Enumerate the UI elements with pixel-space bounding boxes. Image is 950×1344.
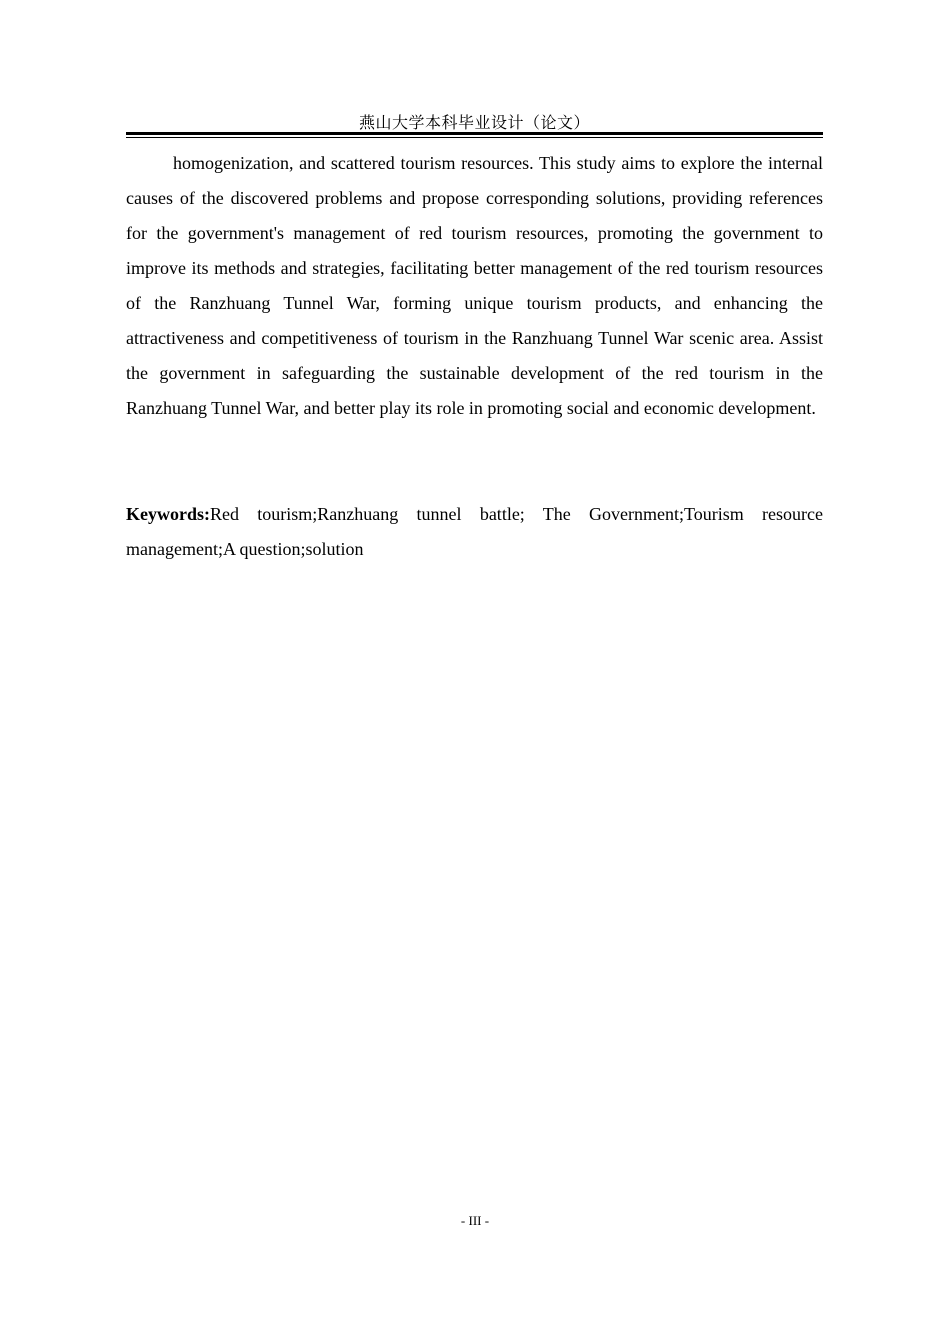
page-number: - III - <box>460 1213 490 1228</box>
abstract-paragraph: homogenization, and scattered tourism resources. This study aims to explore the internal causes of the discovered problems and propose corresponding solutions, providing references for the government's management of red tourism resources, promoting the government to improve its methods and strategies, facilitating better management of the red tourism resources of the Ranzhuang Tunnel War, forming unique tourism products, and enhancing the attractiveness and competitiveness of tourism in the Ranzhuang Tunnel War scenic area. Assist the government in safeguarding the sustainable development of the red tourism in the Ranzhuang Tunnel War, and better play its role in promoting social and economic development. <box>126 153 823 418</box>
running-header: 燕山大学本科毕业设计（论文） <box>358 113 590 132</box>
header-rule-thin <box>126 137 823 138</box>
keywords-text: Red tourism;Ranzhuang tunnel battle; The Government;Tourism resource management;A question;solution <box>126 504 823 559</box>
keywords-line <box>126 497 823 567</box>
keywords-label: Keywords: <box>126 504 210 524</box>
header-rule-thick <box>126 132 823 135</box>
